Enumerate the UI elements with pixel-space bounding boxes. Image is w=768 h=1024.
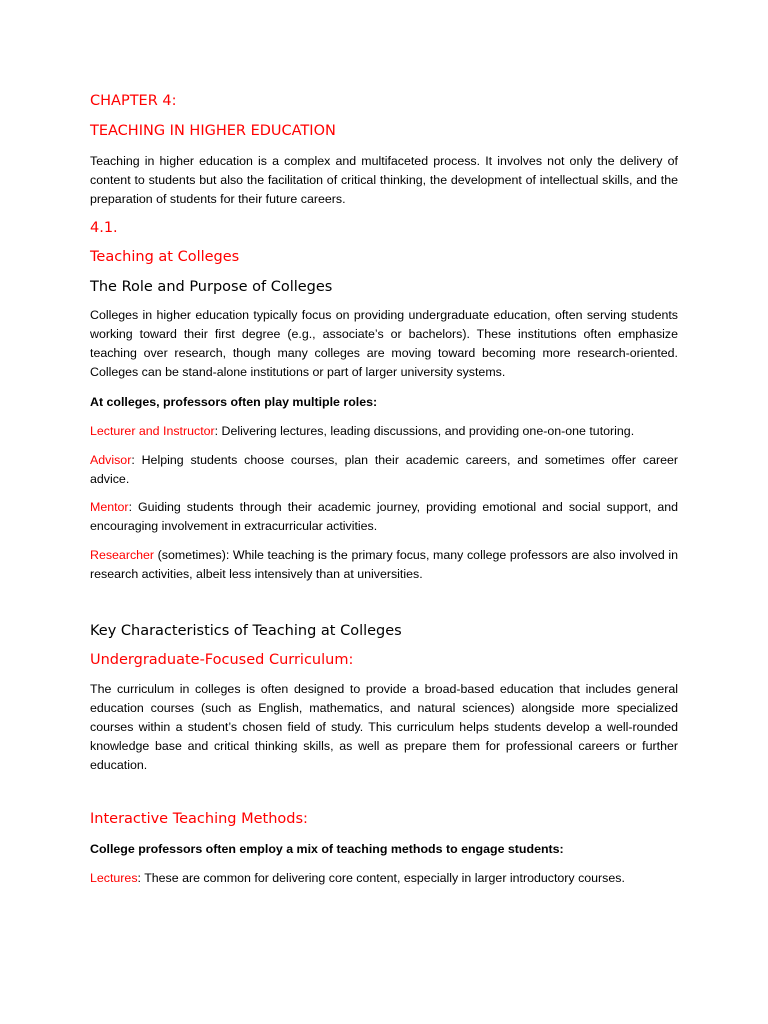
section-title: Teaching at Colleges <box>90 249 240 265</box>
role-item <box>90 422 678 441</box>
role-description: : Guiding students through their academic journey, providing emotional and social support, and encouraging involvement in extracurricular activities. <box>90 500 678 533</box>
methods-intro: College professors often employ a mix of teaching methods to engage students: <box>90 842 564 856</box>
role-description: : Delivering lectures, leading discussions, and providing one-on-one tutoring. <box>214 424 635 438</box>
role-item <box>90 451 678 489</box>
methods-title: Interactive Teaching Methods: <box>90 811 308 827</box>
section-subheading: The Role and Purpose of Colleges <box>90 279 333 295</box>
role-term: Lecturer and Instructor <box>90 424 215 438</box>
role-description: : Helping students choose courses, plan their academic careers, and sometimes offer career advice. <box>90 453 678 486</box>
role-note: (sometimes) <box>154 548 226 562</box>
role-term: Researcher <box>90 548 155 562</box>
chapter-label: CHAPTER 4: <box>90 93 177 109</box>
role-description: : While teaching is the primary focus, many college professors are also involved in research activities, albeit less intensively than at universities. <box>90 548 678 581</box>
chapter-intro-paragraph: Teaching in higher education is a complex and multifaceted process. It involves not only the delivery of content to students but also the facilitation of critical thinking, the development of intellectual skills, and the preparation of students for their future careers. <box>90 154 678 206</box>
curriculum-paragraph: The curriculum in colleges is often designed to provide a broad-based education that includes general education courses (such as English, mathematics, and natural sciences) alongside more specialized courses within a student’s chosen field of study. This curriculum helps students develop a well-rounded knowledge base and critical thinking skills, as well as prepare them for professional careers or further education. <box>90 682 678 772</box>
section-number: 4.1. <box>90 220 118 236</box>
role-item <box>90 546 678 584</box>
section-paragraph: Colleges in higher education typically focus on providing undergraduate education, often serving students working toward their first degree (e.g., associate’s or bachelors). These institutions often emphasize teaching over research, though many colleges are moving toward becoming more research-oriented. Colleges can be stand-alone institutions or part of larger university systems. <box>90 308 678 379</box>
role-item <box>90 498 678 536</box>
characteristics-heading: Key Characteristics of Teaching at Colleges <box>90 623 402 639</box>
roles-intro: At colleges, professors often play multiple roles: <box>90 395 378 409</box>
method-term: Lectures <box>90 871 138 885</box>
role-term: Mentor <box>90 500 129 514</box>
curriculum-title: Undergraduate-Focused Curriculum: <box>90 652 354 668</box>
role-term: Advisor <box>90 453 132 467</box>
chapter-title: TEACHING IN HIGHER EDUCATION <box>90 123 336 139</box>
method-description: : These are common for delivering core content, especially in larger introductory courses. <box>137 871 625 885</box>
method-item <box>90 869 678 888</box>
